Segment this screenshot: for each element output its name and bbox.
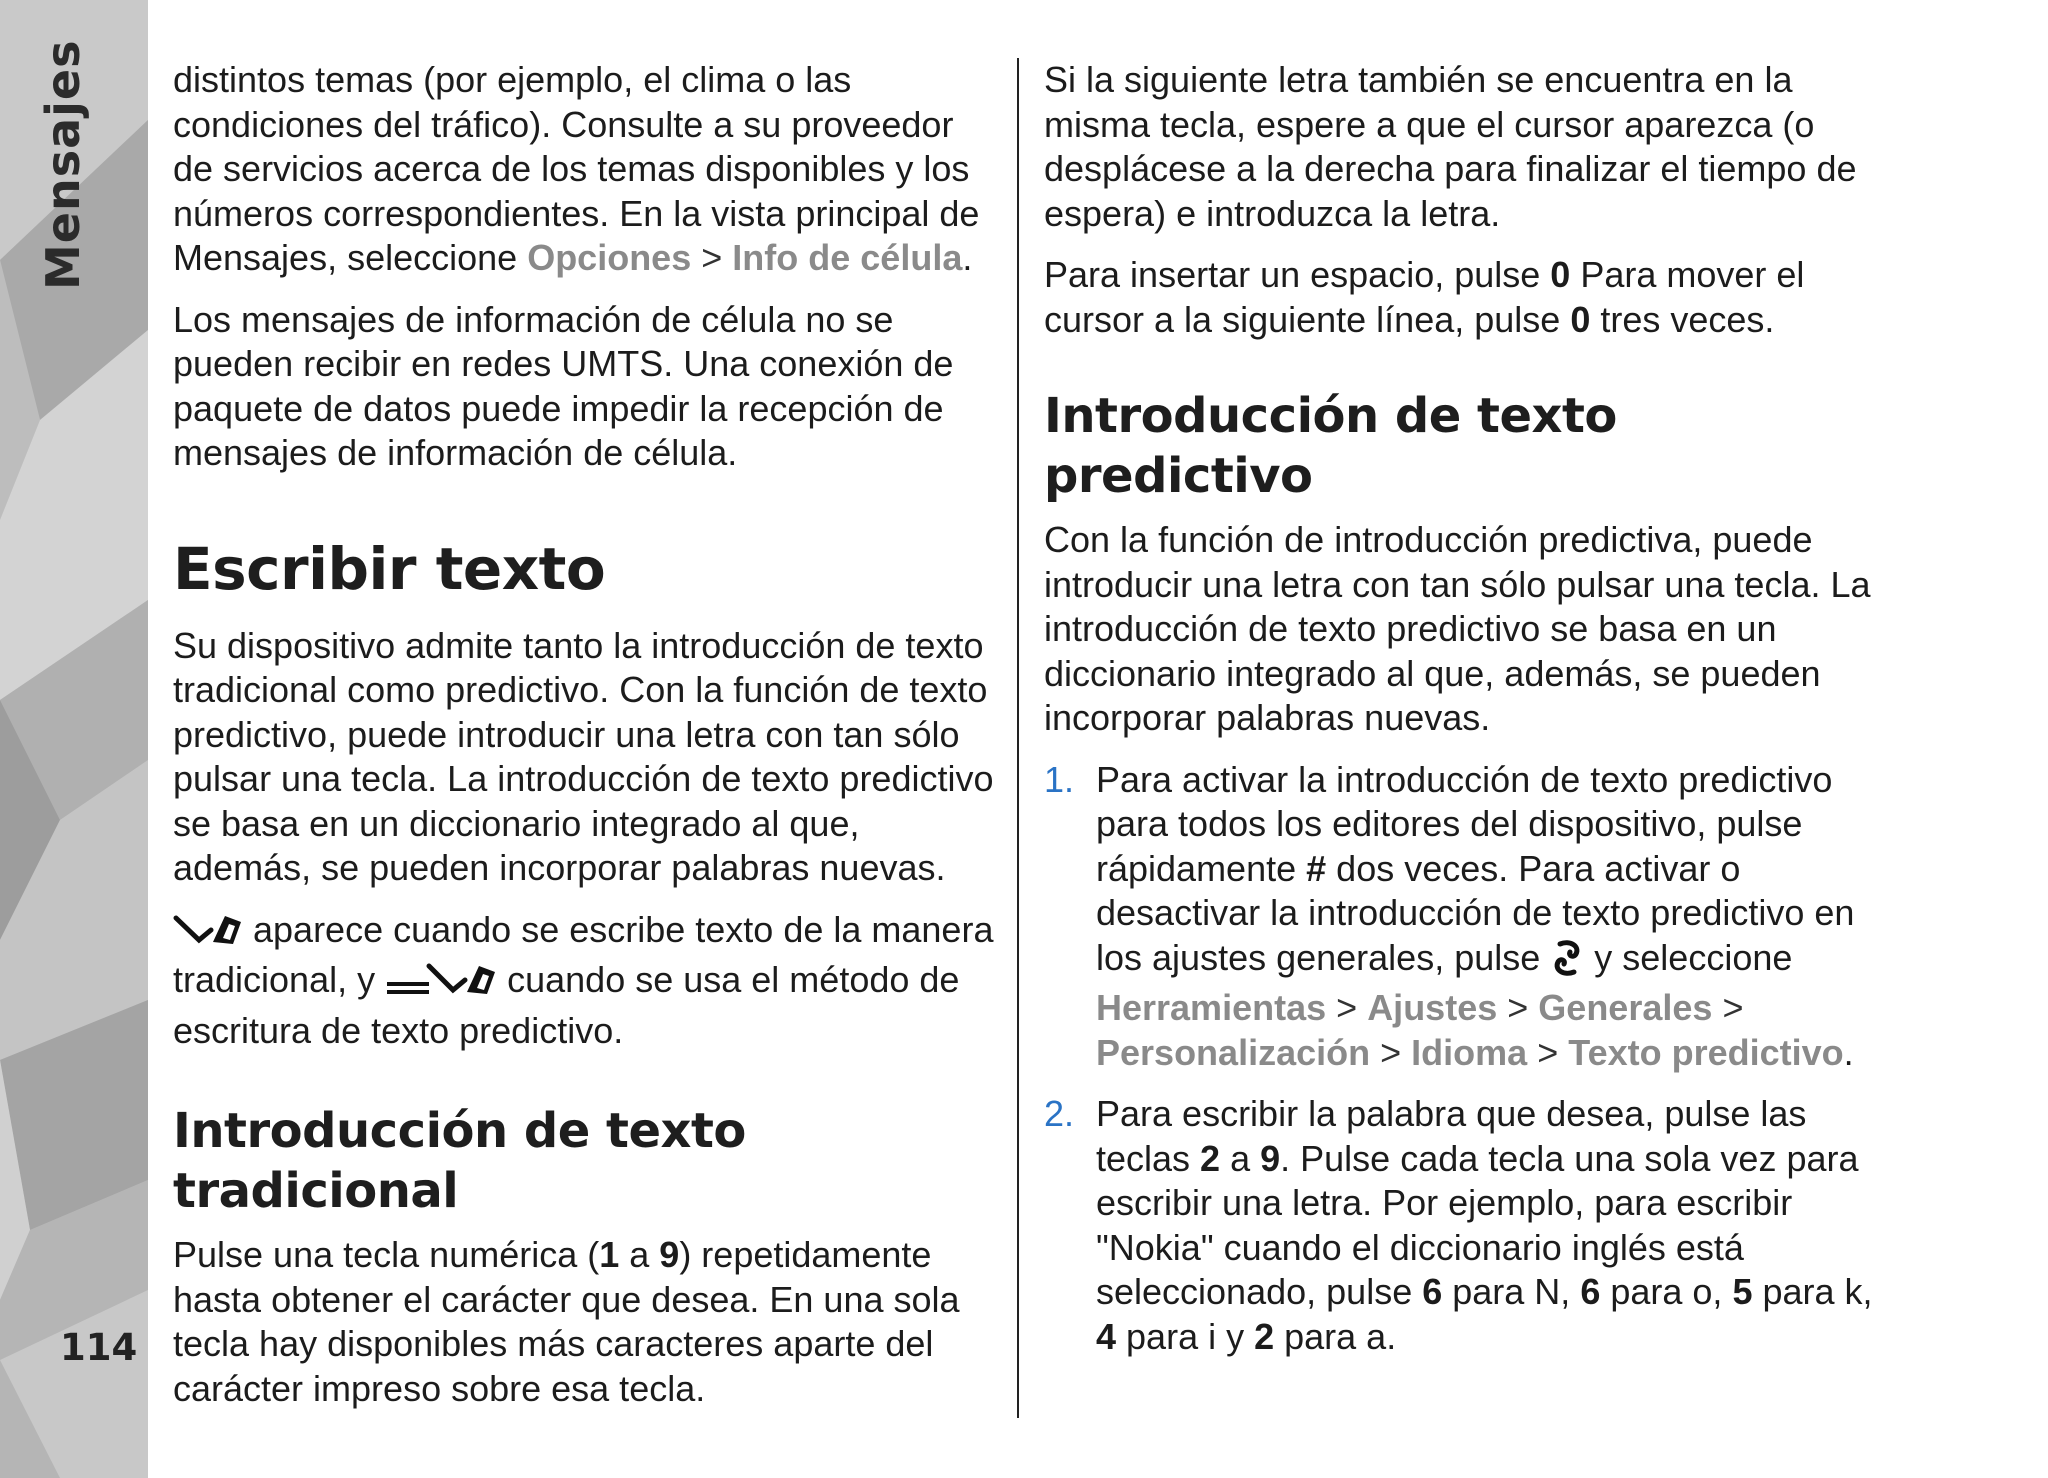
page-number: 114 bbox=[60, 1326, 138, 1369]
menu-path-info-celula: Info de célula bbox=[732, 237, 963, 278]
escribir-paragraph-1: Su dispositivo admite tanto la introducción de texto tradicional como predictivo. Con la función de texto predictivo, puede introducir una letra con tan sólo pulsar una tecla. La introducción de texto predictivo se basa en un diccionario integrado al que, además, se pueden incorporar palabras nuevas. bbox=[173, 624, 994, 888]
menu-key-icon bbox=[1550, 940, 1584, 987]
menu-path-personalizacion: Personalización bbox=[1096, 1031, 1371, 1073]
column-divider bbox=[1017, 58, 1019, 1418]
key-9: 9 bbox=[659, 1234, 680, 1275]
list-item: 2. Para escribir la palabra que desea, pulse las teclas 2 a 9. Pulse cada tecla una sola vez para escribir una letra. Por ejemplo, para escribir "Nokia" cuando el diccionario inglés está seleccionado, pulse 6 para N, 6 para o, 5 para k, 4 para i y 2 para a. bbox=[1044, 1093, 1873, 1357]
key-hash: # bbox=[1306, 847, 1327, 889]
right-column bbox=[1044, 58, 1874, 1376]
menu-path-generales: Generales bbox=[1538, 987, 1713, 1028]
left-column bbox=[173, 58, 1003, 1428]
menu-path-herramientas: Herramientas bbox=[1096, 987, 1327, 1028]
right-paragraph-1: Si la siguiente letra también se encuentra en la misma tecla, espere a que el cursor aparezca (o desplácese a la derecha para finalizar el tiempo de espera) e introduzca la letra. bbox=[1044, 59, 1857, 234]
heading-texto-tradicional: Introducción de texto tradicional bbox=[173, 1103, 746, 1219]
heading-texto-predictivo: Introducción de texto predictivo bbox=[1044, 388, 1617, 504]
step-number: 2. bbox=[1044, 1093, 1075, 1134]
intro-paragraph-1: distintos temas (por ejemplo, el clima o las condiciones del tráfico). Consulte a su proveedor de servicios acerca de los temas disponibles y los números correspondientes. En la vista principal de Mensajes, seleccione Opciones > Info de célula. bbox=[173, 59, 980, 278]
menu-path-ajustes: Ajustes bbox=[1367, 987, 1498, 1028]
menu-path-separator: > bbox=[701, 237, 723, 278]
tradicional-paragraph: Pulse una tecla numérica (1 a 9) repetidamente hasta obtener el carácter que desea. En una sola tecla hay disponibles más caracteres aparte del carácter impreso sobre esa tecla. bbox=[173, 1234, 960, 1409]
menu-path-texto-predictivo: Texto predictivo bbox=[1568, 1031, 1844, 1073]
list-item: 1. Para activar la introducción de texto predictivo para todos los editores del dispositivo, pulse rápidamente # dos veces. Para activar o desactivar la introducción de texto predictivo en los ajustes generales, pulse y seleccione Herramientas > Ajustes > Generales > Personalización > Idioma > Texto predictivo. bbox=[1044, 758, 1855, 1073]
right-paragraph-2: Para insertar un espacio, pulse 0 Para mover el cursor a la siguiente línea, pulse 0 tres veces. bbox=[1044, 254, 1805, 340]
key-0: 0 bbox=[1570, 298, 1591, 340]
traditional-text-icon bbox=[173, 910, 243, 959]
menu-path-idioma: Idioma bbox=[1411, 1031, 1528, 1073]
sidebar bbox=[0, 0, 148, 1478]
section-title: Mensajes bbox=[36, 39, 90, 290]
step-number: 1. bbox=[1044, 758, 1075, 800]
escribir-paragraph-2: aparece cuando se escribe texto de la manera tradicional, y cuando se usa el método de escritura de texto predictivo. bbox=[173, 908, 994, 1051]
heading-escribir-texto: Escribir texto bbox=[173, 534, 606, 603]
intro-paragraph-2: Los mensajes de información de célula no se pueden recibir en redes UMTS. Una conexión de paquete de datos puede impedir la recepción de mensajes de información de célula. bbox=[173, 298, 954, 473]
key-0: 0 bbox=[1550, 254, 1571, 295]
steps-list bbox=[1044, 758, 1874, 1360]
key-1: 1 bbox=[599, 1234, 620, 1275]
menu-path-opciones: Opciones bbox=[527, 237, 692, 278]
predictive-text-icon bbox=[385, 958, 497, 1009]
predictivo-paragraph: Con la función de introducción predictiva, puede introducir una letra con tan sólo pulsar una tecla. La introducción de texto predictivo se basa en un diccionario integrado al que, además, se pueden incorporar palabras nuevas. bbox=[1044, 519, 1871, 738]
